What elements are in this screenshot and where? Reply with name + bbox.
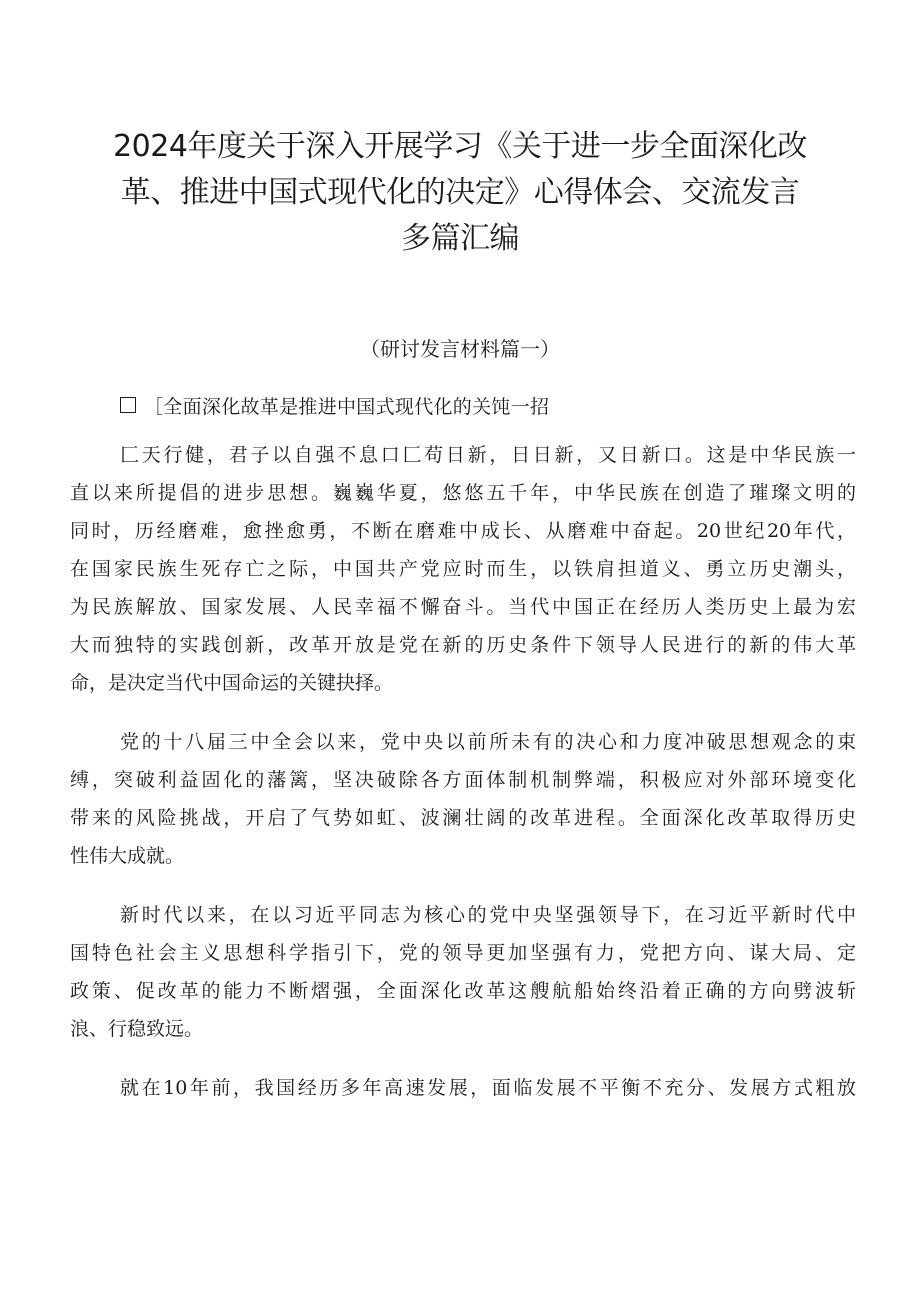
- paragraph: [70, 1069, 856, 1107]
- paragraph-line: 为民族解放、国家发展、人民幸福不懈奋斗。当代中国正在经历人类历史上最为宏: [70, 596, 856, 618]
- title-line: 多篇汇编: [401, 221, 519, 256]
- paragraph-line: 同时，历经磨难，愈挫愈勇，不断在磨难中成长、从磨难中奋起。20世纪20年代，: [70, 520, 856, 542]
- paragraph-line: 在国家民族生死存亡之际，中国共产党应时而生，以铁肩担道义、勇立历史潮头，: [70, 558, 856, 580]
- paragraph-line: 匚天行健，君子以自强不息口匚苟日新，日日新，又日新口。这是中华民族一: [120, 444, 856, 466]
- paragraph: [70, 436, 856, 702]
- paragraph: [70, 896, 856, 1048]
- paragraph-line: 政策、促改革的能力不断熠强，全面深化改革这艘航船始终沿着正确的方向劈波斩: [70, 980, 856, 1002]
- section-heading-text: ［全面深化故革是推进中国式现代化的关饨一招: [144, 395, 550, 418]
- paragraph-line: 新时代以来，在以习近平同志为核心的党中央坚强领导下，在习近平新时代中: [120, 904, 856, 926]
- paragraph-line: 党的十八届三中全会以来，党中央以前所未有的决心和力度冲破思想观念的束: [120, 731, 856, 753]
- paragraph-line: 就在10年前，我国经历多年高速发展，面临发展不平衡不充分、发展方式粗放: [120, 1077, 856, 1099]
- paragraph-line: 缚，突破利益固化的藩篱，坚决破除各方面体制机制弊端，积极应对外部环境变化: [70, 769, 856, 791]
- paragraph-line: 国特色社会主义思想科学指引下，党的领导更加坚强有力，党把方向、谋大局、定: [70, 942, 856, 964]
- paragraph-line: 性伟大成就。: [70, 845, 185, 867]
- document-body: [70, 436, 856, 1128]
- document-title: [100, 124, 820, 262]
- section-heading: [120, 390, 549, 420]
- checkbox-square-icon: [120, 397, 136, 413]
- title-line: 2024年度关于深入开展学习《关于进一步全面深化改: [113, 129, 807, 164]
- paragraph-line: 带来的风险挑战，开启了气势如虹、波澜壮阔的改革进程。全面深化改革取得历史: [70, 807, 856, 829]
- title-line: 革、推进中国式现代化的决定》心得体会、交流发言: [120, 175, 800, 210]
- paragraph-line: 命，是决定当代中国命运的关键抉择。: [70, 672, 394, 694]
- paragraph-line: 大而独特的实践创新，改革开放是党在新的历史条件下领导人民进行的新的伟大革: [70, 634, 856, 656]
- document-subtitle: （研讨发言材料篇一）: [360, 337, 560, 361]
- paragraph-line: 浪、行稳致远。: [70, 1018, 204, 1040]
- paragraph-line: 直以来所提倡的进步思想。巍巍华夏，悠悠五千年，中华民族在创造了璀璨文明的: [70, 482, 856, 504]
- paragraph: [70, 723, 856, 875]
